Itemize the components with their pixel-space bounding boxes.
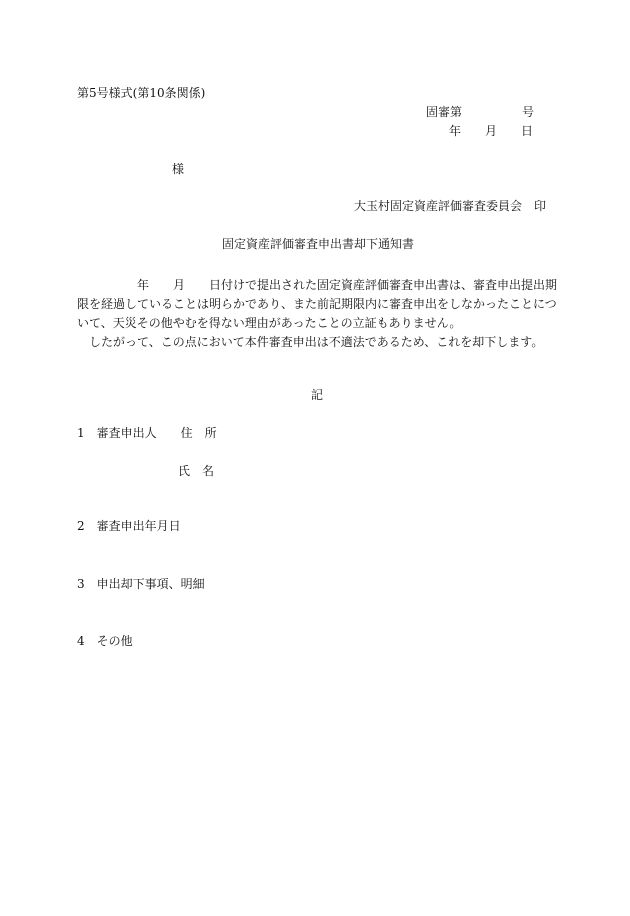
body-line-2: 限を経過していることは明らかであり、また前記期限内に審査申出をしなかったことにつ: [77, 297, 557, 311]
form-number: 第5号様式(第10条関係): [77, 86, 206, 100]
item-4-other: 4 その他: [77, 634, 133, 648]
addressee-line: 様: [172, 162, 185, 176]
date-line: 年 月 日: [449, 124, 534, 138]
document-number-line: 固審第 号: [426, 105, 535, 119]
body-line-4: したがって、この点において本件審査申出は不適法であるため、これを却下します。: [77, 335, 544, 349]
item-1-applicant-address: 1 審査申出人 住 所: [77, 426, 217, 440]
issuer-line: 大玉村固定資産評価審査委員会 印: [354, 199, 547, 213]
body-line-3: いて、天災その他やむを得ない理由があったことの立証もありません。: [77, 316, 462, 330]
ki-heading: 記: [311, 388, 324, 402]
item-1-applicant-name: 氏 名: [178, 464, 215, 478]
body-line-1: 年 月 日付けで提出された固定資産評価審査申出書は、審査申出提出期: [77, 278, 558, 292]
body-paragraph: [77, 276, 557, 352]
item-3-rejection-details: 3 申出却下事項、明細: [77, 577, 205, 591]
item-2-application-date: 2 審査申出年月日: [77, 519, 181, 533]
document-title: 固定資産評価審査申出書却下通知書: [222, 237, 415, 251]
